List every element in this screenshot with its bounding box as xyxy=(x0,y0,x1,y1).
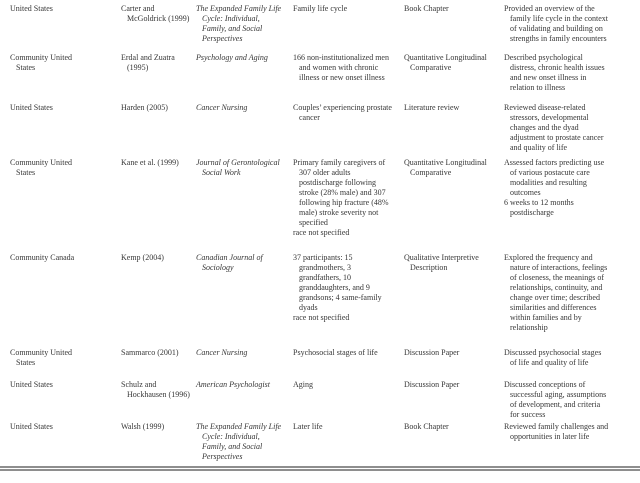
cell-sample-topic xyxy=(293,4,404,53)
cell-study-type xyxy=(404,103,504,158)
cell-paragraph: Provided an overview of the family life cycle in the context of validating and building on strengths in family encounters xyxy=(504,4,608,43)
table-row xyxy=(10,158,634,253)
table-row xyxy=(10,422,634,464)
cell-paragraph: Cancer Nursing xyxy=(196,103,248,112)
cell-paragraph: Quantitative Longitudinal Comparative xyxy=(404,53,487,72)
cell-source xyxy=(196,380,293,422)
cell-paragraph: Psychosocial stages of life xyxy=(293,348,378,357)
study-review-table xyxy=(10,4,634,464)
cell-setting xyxy=(10,4,121,53)
cell-paragraph: Reviewed disease-related stressors, developmental changes and the dyad adjustment to prostate cancer and quality of life xyxy=(504,103,604,152)
cell-paragraph: United States xyxy=(10,4,53,13)
cell-description xyxy=(504,103,634,158)
cell-setting xyxy=(10,103,121,158)
cell-paragraph: Community United States xyxy=(10,53,72,72)
cell-paragraph: American Psychologist xyxy=(196,380,270,389)
cell-setting xyxy=(10,158,121,253)
cell-authors xyxy=(121,422,196,464)
cell-paragraph: 37 participants: 15 grandmothers, 3 grandfathers, 10 granddaughters, and 9 grandsons; 4 same-family dyads xyxy=(293,253,382,312)
cell-sample-topic xyxy=(293,422,404,464)
cell-sample-topic xyxy=(293,103,404,158)
table-bottom-rule xyxy=(0,466,640,471)
cell-study-type xyxy=(404,253,504,348)
cell-source xyxy=(196,53,293,103)
cell-authors xyxy=(121,4,196,53)
table-row xyxy=(10,253,634,348)
cell-paragraph: race not specified xyxy=(293,313,350,322)
cell-paragraph: The Expanded Family Life Cycle: Individual, Family, and Social Perspectives xyxy=(196,4,282,43)
table-row xyxy=(10,53,634,103)
cell-paragraph: United States xyxy=(10,380,53,389)
cell-paragraph: Book Chapter xyxy=(404,4,449,13)
cell-paragraph: 6 weeks to 12 months postdischarge xyxy=(504,198,574,217)
cell-paragraph: Explored the frequency and nature of interactions, feelings of closeness, the meanings of relationships, continuity, and change over time; described similarities and differences within families and by relationship xyxy=(504,253,608,332)
cell-paragraph: Primary family caregivers of 307 older adults postdischarge following stroke (28% male) and 307 following hip fracture (48% male) stroke severity not specified xyxy=(293,158,389,227)
cell-paragraph: Harden (2005) xyxy=(121,103,168,112)
cell-paragraph: Erdal and Zuatra (1995) xyxy=(121,53,175,72)
cell-paragraph: Community Canada xyxy=(10,253,75,262)
cell-study-type xyxy=(404,53,504,103)
table-row xyxy=(10,348,634,380)
cell-sample-topic xyxy=(293,53,404,103)
cell-setting xyxy=(10,348,121,380)
cell-paragraph: Literature review xyxy=(404,103,460,112)
cell-paragraph: Carter and McGoldrick (1999) xyxy=(121,4,190,23)
cell-study-type xyxy=(404,380,504,422)
cell-paragraph: Book Chapter xyxy=(404,422,449,431)
cell-setting xyxy=(10,253,121,348)
cell-paragraph: Discussed conceptions of successful aging, assumptions of development, and criteria for success xyxy=(504,380,607,419)
cell-paragraph: Discussion Paper xyxy=(404,380,460,389)
cell-paragraph: Schulz and Hockhausen (1996) xyxy=(121,380,190,399)
cell-setting xyxy=(10,380,121,422)
cell-paragraph: Qualitative Interpretive Description xyxy=(404,253,479,272)
cell-paragraph: Discussion Paper xyxy=(404,348,460,357)
cell-sample-topic xyxy=(293,348,404,380)
cell-authors xyxy=(121,380,196,422)
cell-paragraph: race not specified xyxy=(293,228,350,237)
cell-paragraph: Discussed psychosocial stages of life and quality of life xyxy=(504,348,602,367)
cell-paragraph: Community United States xyxy=(10,348,72,367)
cell-study-type xyxy=(404,158,504,253)
cell-description xyxy=(504,53,634,103)
cell-authors xyxy=(121,103,196,158)
cell-sample-topic xyxy=(293,253,404,348)
cell-description xyxy=(504,348,634,380)
cell-study-type xyxy=(404,422,504,464)
cell-setting xyxy=(10,422,121,464)
cell-study-type xyxy=(404,348,504,380)
table-row xyxy=(10,103,634,158)
cell-sample-topic xyxy=(293,380,404,422)
cell-sample-topic xyxy=(293,158,404,253)
cell-paragraph: Walsh (1999) xyxy=(121,422,165,431)
cell-paragraph: Journal of Gerontological Social Work xyxy=(196,158,280,177)
cell-source xyxy=(196,348,293,380)
cell-paragraph: Kane et al. (1999) xyxy=(121,158,179,167)
cell-source xyxy=(196,4,293,53)
cell-paragraph: Psychology and Aging xyxy=(196,53,268,62)
cell-paragraph: Aging xyxy=(293,380,313,389)
cell-paragraph: 166 non-institutionalized men and women with chronic illness or new onset illness xyxy=(293,53,389,82)
cell-paragraph: Couples’ experiencing prostate cancer xyxy=(293,103,392,122)
table-row xyxy=(10,4,634,53)
cell-paragraph: Canadian Journal of Sociology xyxy=(196,253,263,272)
cell-description xyxy=(504,4,634,53)
cell-source xyxy=(196,422,293,464)
cell-description xyxy=(504,380,634,422)
cell-paragraph: Community United States xyxy=(10,158,72,177)
cell-paragraph: United States xyxy=(10,103,53,112)
cell-authors xyxy=(121,53,196,103)
cell-source xyxy=(196,103,293,158)
cell-authors xyxy=(121,253,196,348)
cell-paragraph: Sammarco (2001) xyxy=(121,348,179,357)
cell-authors xyxy=(121,158,196,253)
table-row xyxy=(10,380,634,422)
cell-source xyxy=(196,253,293,348)
cell-authors xyxy=(121,348,196,380)
cell-paragraph: The Expanded Family Life Cycle: Individual, Family, and Social Perspectives xyxy=(196,422,282,461)
cell-paragraph: Later life xyxy=(293,422,323,431)
cell-setting xyxy=(10,53,121,103)
cell-paragraph: United States xyxy=(10,422,53,431)
cell-paragraph: Kemp (2004) xyxy=(121,253,164,262)
cell-paragraph: Family life cycle xyxy=(293,4,348,13)
cell-paragraph: Described psychological distress, chronic health issues and new onset illness in relation to illness xyxy=(504,53,605,92)
cell-paragraph: Cancer Nursing xyxy=(196,348,248,357)
cell-source xyxy=(196,158,293,253)
cell-description xyxy=(504,158,634,253)
cell-paragraph: Assessed factors predicting use of various postacute care modalities and resulting outcomes xyxy=(504,158,605,197)
cell-study-type xyxy=(404,4,504,53)
cell-description xyxy=(504,253,634,348)
cell-paragraph: Reviewed family challenges and opportunities in later life xyxy=(504,422,609,441)
cell-description xyxy=(504,422,634,464)
cell-paragraph: Quantitative Longitudinal Comparative xyxy=(404,158,487,177)
table-body xyxy=(10,4,634,464)
